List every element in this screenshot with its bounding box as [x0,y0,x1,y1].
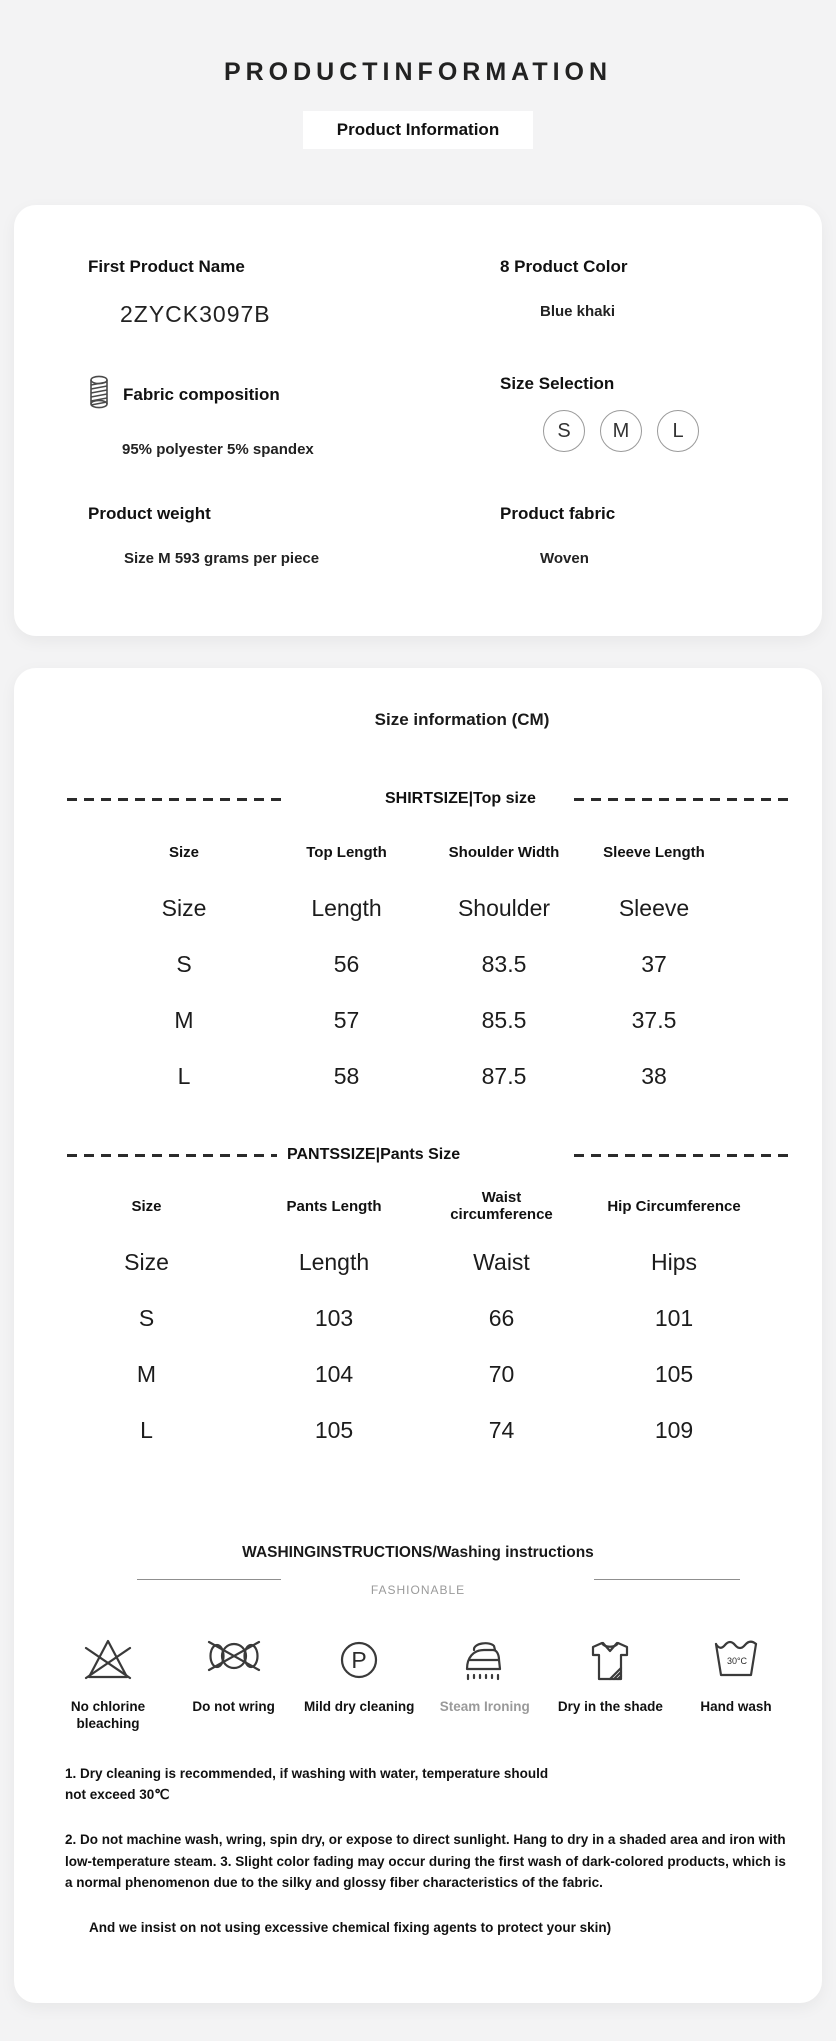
cell: 103 [314,1304,354,1331]
care-item-no-bleach [48,1634,168,1733]
cell: M [174,1006,194,1033]
care-label: Steam Ironing [439,1699,530,1714]
col-subheader: Length [311,894,382,921]
pants-size-heading: PANTSSIZE|Pants Size [287,1146,461,1163]
pants-size-table [14,1178,822,1458]
shirt-table-header [14,824,822,880]
care-item-hand-wash [676,1634,796,1733]
page-subtitle: Product Information [303,111,533,149]
col-subheader: Shoulder [457,894,551,921]
product-color-value: Blue khaki [540,303,616,320]
cell: L [140,1416,153,1443]
dashed-line [574,798,789,801]
care-note-3: And we insist on not using excessive chemical fixing agents to protect your skin) [89,1919,612,1935]
product-fabric-value: Woven [540,550,589,567]
care-label: Dry in the shade [557,1699,663,1714]
cell: 58 [333,1062,360,1089]
care-item-no-wring [174,1634,294,1733]
care-notes [65,1763,822,1939]
cell: 38 [641,1062,667,1089]
table-row [14,936,822,992]
cell: 105 [654,1360,694,1387]
dashed-line [574,1154,789,1157]
cell: S [176,950,192,977]
do-not-wring-icon [207,1634,261,1693]
col-header: Hip Circumference [607,1197,741,1215]
col-subheader: Waist [473,1248,530,1275]
size-selection-options [543,410,822,452]
care-item-shade-dry [550,1634,670,1733]
col-header: Sleeve Length [603,843,705,861]
dashed-line [67,798,281,801]
product-name-value: 2ZYCK3097B [120,301,271,327]
care-label: No chlorine bleaching [70,1699,146,1731]
table-row [14,1048,822,1104]
cell: 83.5 [481,950,527,977]
cell: 37 [641,950,667,977]
size-option-l[interactable]: L [657,410,699,452]
dry-clean-letter: P [351,1647,367,1673]
steam-iron-icon [458,1634,512,1693]
cell: 85.5 [481,1006,527,1033]
table-row [14,1346,822,1402]
product-weight-label: Product weight [88,504,211,523]
care-note-1: 1. Dry cleaning is recommended, if washing with water, temperature should not exceed 30℃ [65,1765,549,1803]
product-row-3 [14,504,822,567]
shade-dry-icon [583,1634,637,1693]
care-label: Mild dry cleaning [304,1699,415,1714]
size-option-m[interactable]: M [600,410,642,452]
care-label: Do not wring [192,1699,275,1714]
col-subheader: Size [124,1248,169,1275]
cell: 101 [654,1304,694,1331]
product-color-label: 8 Product Color [500,257,628,276]
size-info-title: Size information (CM) [374,710,550,729]
shirt-table-subheader [14,880,822,936]
care-note-2: 2. Do not machine wash, wring, spin dry, or expose to direct sunlight. Hang to dry in a shaded area and iron with low-temperature steam. 3. Slight color fading may occur during the first wash of dark-colored products, which is a normal phenomenon due to the silky and glossy fiber characteristics of the fabric. [65,1831,786,1891]
product-name-label: First Product Name [88,257,245,276]
cell: 57 [333,1006,360,1033]
shirt-size-heading: SHIRTSIZE|Top size [385,790,536,807]
table-row [14,1402,822,1458]
care-item-dry-clean [299,1634,419,1733]
table-row [14,992,822,1048]
cell: 74 [488,1416,515,1443]
size-option-s[interactable]: S [543,410,585,452]
brand-text: FASHIONABLE [370,1583,466,1597]
cell: 105 [314,1416,354,1443]
cell: 87.5 [481,1062,527,1089]
col-header: Pants Length [286,1197,382,1215]
table-row [14,1290,822,1346]
size-selection-label: Size Selection [500,374,615,393]
col-subheader: Sleeve [618,894,690,921]
col-subheader: Length [298,1248,370,1275]
fabric-composition-value: 95% polyester 5% spandex [122,441,314,458]
dashed-line [67,1154,277,1157]
col-header: Size [131,1197,162,1215]
cell: 56 [333,950,360,977]
care-icons-row [14,1634,822,1733]
pants-table-subheader [14,1234,822,1290]
page-title: PRODUCTINFORMATION [223,58,613,86]
thread-spool-icon [86,374,112,415]
brand-row [14,1570,822,1600]
care-item-steam-iron [425,1634,545,1733]
hand-wash-temp: 30°C [726,1656,748,1666]
dry-clean-p-icon [332,1634,386,1693]
care-label: Hand wash [700,1699,772,1714]
col-header: Size [168,843,199,861]
size-info-card [14,668,822,2003]
product-fabric-label: Product fabric [500,504,616,523]
product-info-card [14,205,822,636]
cell: 37.5 [631,1006,677,1033]
hand-wash-icon [709,1634,763,1693]
col-header: Waist circumference [450,1189,553,1223]
pants-table-header [14,1178,822,1234]
col-subheader: Hips [650,1248,697,1275]
col-header: Shoulder Width [448,843,560,861]
cell: 109 [654,1416,694,1443]
divider-line [137,1579,281,1580]
divider-line [594,1579,740,1580]
product-weight-value: Size M 593 grams per piece [124,550,320,567]
col-subheader: Size [161,894,207,921]
shirt-size-divider [14,788,822,810]
product-row-1 [14,257,822,328]
product-row-2 [14,374,822,458]
fabric-composition-label: Fabric composition [123,384,280,404]
cell: M [136,1360,157,1387]
cell: 70 [488,1360,515,1387]
washing-instructions-title: WASHINGINSTRUCTIONS/Washing instructions [242,1544,594,1561]
cell: 66 [488,1304,515,1331]
cell: 104 [314,1360,354,1387]
col-header: Top Length [306,843,387,861]
no-chlorine-bleaching-icon [81,1634,135,1693]
pants-size-divider [14,1144,822,1166]
cell: S [138,1304,155,1331]
shirt-size-table [14,824,822,1104]
cell: L [177,1062,191,1089]
